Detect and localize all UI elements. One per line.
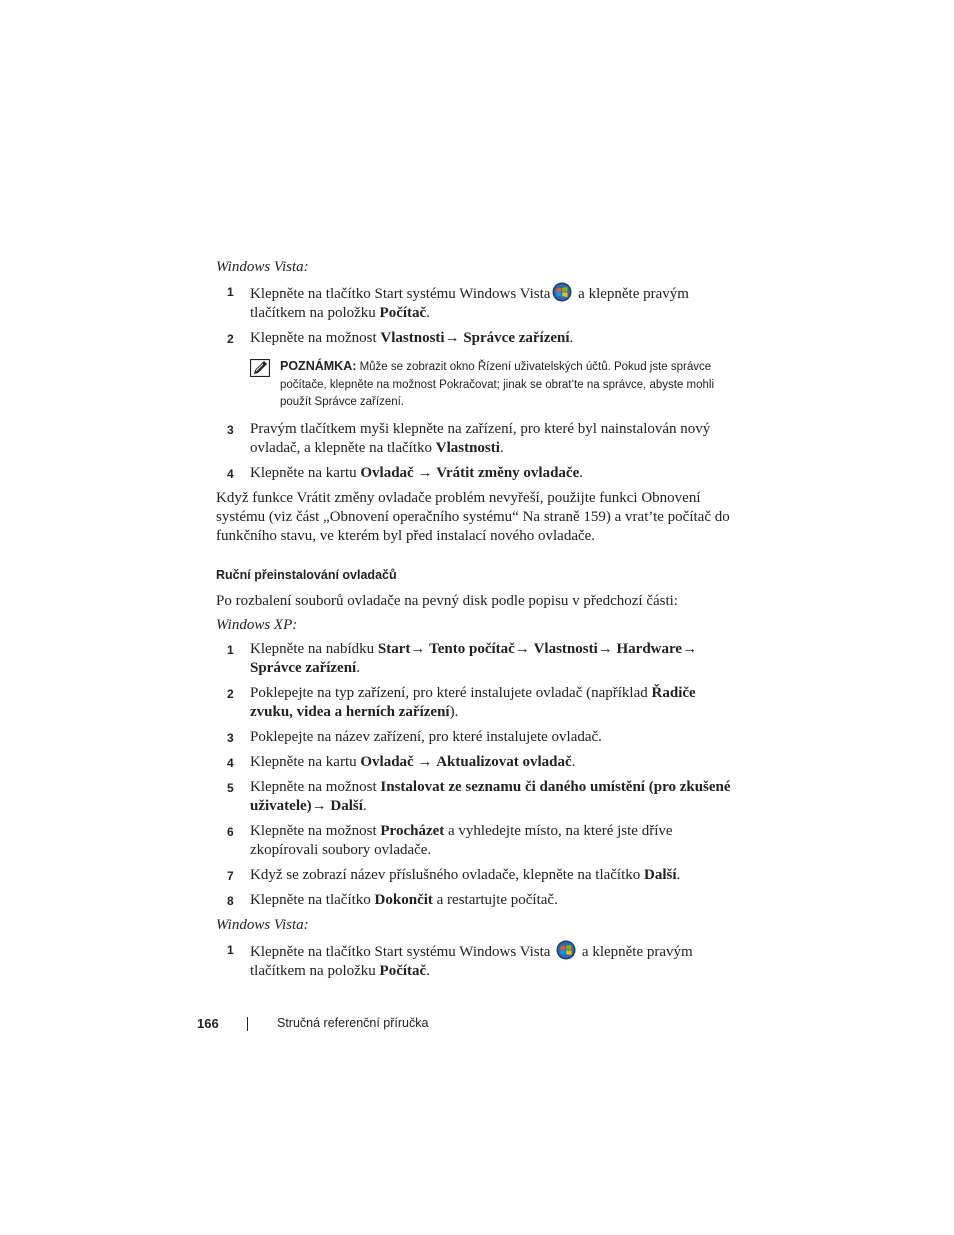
step-6-xp <box>216 822 736 860</box>
step-bold-text: Vrátit změny ovladače <box>436 464 580 481</box>
step-text: a restartujte počítač. <box>432 891 558 908</box>
step-text: Klepněte na tlačítko <box>250 891 375 908</box>
step-number: 8 <box>227 893 234 908</box>
step-text: Klepněte na tlačítko Start systému Windows Vista <box>250 286 551 302</box>
step-bold-text: Start <box>377 640 411 657</box>
note-label: POZNÁMKA: <box>280 359 357 373</box>
arrow-text: → <box>413 464 437 481</box>
step-4-vista <box>216 464 736 483</box>
step-text: Klepněte na možnost <box>250 822 381 839</box>
rollback-paragraph: Když funkce Vrátit změny ovladače problém nevyřeší, použijte funkci Obnovení systému (viz část „Obnovení operačního systému“ Na straně 159) a vrat’te počítač do funkčního stavu, ve kterém byl před instalací nového ovladače. <box>216 489 730 544</box>
step-3-xp <box>216 728 736 747</box>
step-4-xp <box>216 753 736 772</box>
step-text: Když se zobrazí název příslušného ovladače, klepněte na tlačítko <box>250 866 645 883</box>
arrow-text: → <box>413 753 437 770</box>
step-text: Klepněte na tlačítko Start systému Windows Vista <box>250 943 555 960</box>
step-1-xp <box>216 640 736 678</box>
step-number: 2 <box>227 332 234 346</box>
os-label-vista: Windows Vista: <box>216 259 309 275</box>
step-bold-text: Vlastnosti <box>380 330 445 346</box>
step-text: ). <box>449 703 459 720</box>
step-text: . <box>362 797 367 814</box>
step-bold-text: Vlastnosti <box>533 640 598 657</box>
arrow-text: → <box>444 330 464 346</box>
step-text: . <box>426 962 430 979</box>
arrow-text: → <box>514 640 534 657</box>
step-text: a vyhledejte místo, na které jste dříve zkopírovali soubory ovladače. <box>250 822 673 858</box>
step-number: 7 <box>227 868 234 883</box>
step-number: 4 <box>227 755 234 770</box>
step-text: . <box>676 866 681 883</box>
step-number: 4 <box>227 466 234 481</box>
step-bold-text: Další <box>330 797 363 814</box>
step-text: . <box>571 753 576 770</box>
step-bold-text: Další <box>644 866 677 883</box>
os-label-vista-2: Windows Vista: <box>216 916 309 933</box>
step-2-xp <box>216 684 736 722</box>
step-text: Klepněte na kartu <box>250 464 361 481</box>
step-text: Klepněte na možnost <box>250 778 381 795</box>
step-2-vista <box>216 329 736 348</box>
arrow-text: → <box>597 640 617 657</box>
section-heading: Ruční přeinstalování ovladačů <box>216 567 397 582</box>
step-text: Pravým tlačítkem myši klepněte na zařízení, pro které byl nainstalován nový ovladač, a klepněte na tlačítko <box>250 420 711 456</box>
step-text: . <box>579 464 583 481</box>
step-text: . <box>426 305 430 321</box>
step-bold-text: Řadiče zvuku, videa a herních zařízení <box>250 684 696 720</box>
step-number: 1 <box>227 285 234 299</box>
step-number: 1 <box>227 942 234 957</box>
step-text: . <box>499 439 504 456</box>
note-box <box>216 358 736 412</box>
step-number: 6 <box>227 824 234 839</box>
step-bold-text: Procházet <box>380 822 445 839</box>
step-7-xp <box>216 866 736 885</box>
step-bold-text: Ovladač <box>360 753 414 770</box>
step-bold-text: Hardware <box>616 640 683 657</box>
step-bold-text: Počítač <box>379 962 427 979</box>
step-number: 2 <box>227 686 234 701</box>
step-1-vista <box>216 282 736 323</box>
step-text: Poklepejte na typ zařízení, pro které instalujete ovladač (například <box>250 684 652 701</box>
step-text: a klepněte pravým tlačítkem na položku <box>250 943 693 979</box>
os-label-xp: Windows XP: <box>216 616 298 633</box>
arrow-text: → <box>682 640 698 657</box>
windows-vista-start-icon <box>552 282 572 302</box>
step-text: Klepněte na možnost <box>250 330 381 346</box>
page-number: 166 <box>197 1016 219 1031</box>
step-number: 1 <box>227 642 234 657</box>
step-text: Klepněte na kartu <box>250 753 361 770</box>
footer-title: Stručná referenční příručka <box>277 1016 429 1030</box>
step-text: Poklepejte na název zařízení, pro které instalujete ovladač. <box>250 728 602 745</box>
step-text: . <box>356 659 360 676</box>
step-number: 5 <box>227 780 234 795</box>
step-1-vista-2 <box>216 940 736 981</box>
note-pencil-icon <box>250 359 270 377</box>
step-text: a klepněte pravým tlačítkem na položku <box>250 286 689 321</box>
step-bold-text: Počítač <box>379 305 427 321</box>
step-number: 3 <box>227 730 234 745</box>
arrow-text: → <box>311 797 331 814</box>
step-bold-text: Správce zařízení <box>250 659 357 676</box>
note-text: Může se zobrazit okno Řízení uživatelských účtů. Pokud jste správce počítače, klepněte na možnost Pokračovat; jinak se obrat’te na správce, abyste mohli použít Správce zařízení. <box>280 361 715 408</box>
step-bold-text: Aktualizovat ovladač <box>436 753 572 770</box>
windows-vista-start-icon <box>556 940 576 960</box>
step-8-xp <box>216 891 736 910</box>
step-bold-text: Správce zařízení <box>463 330 570 346</box>
step-bold-text: Vlastnosti <box>435 439 500 456</box>
step-text: . <box>569 330 574 346</box>
step-number: 3 <box>227 422 234 437</box>
step-5-xp <box>216 778 736 816</box>
step-bold-text: Tento počítač <box>429 640 515 657</box>
step-bold-text: Ovladač <box>360 464 414 481</box>
intro-paragraph: Po rozbalení souborů ovladače na pevný disk podle popisu v předchozí části: <box>216 592 678 609</box>
step-3-vista <box>216 420 736 458</box>
arrow-text: → <box>410 640 430 657</box>
step-bold-text: Instalovat ze seznamu či daného umístění (pro zkušené uživatele) <box>250 778 731 814</box>
step-text: Klepněte na nabídku <box>250 640 378 657</box>
step-bold-text: Dokončit <box>374 891 433 908</box>
page-content <box>216 258 736 987</box>
footer-separator <box>247 1017 248 1031</box>
